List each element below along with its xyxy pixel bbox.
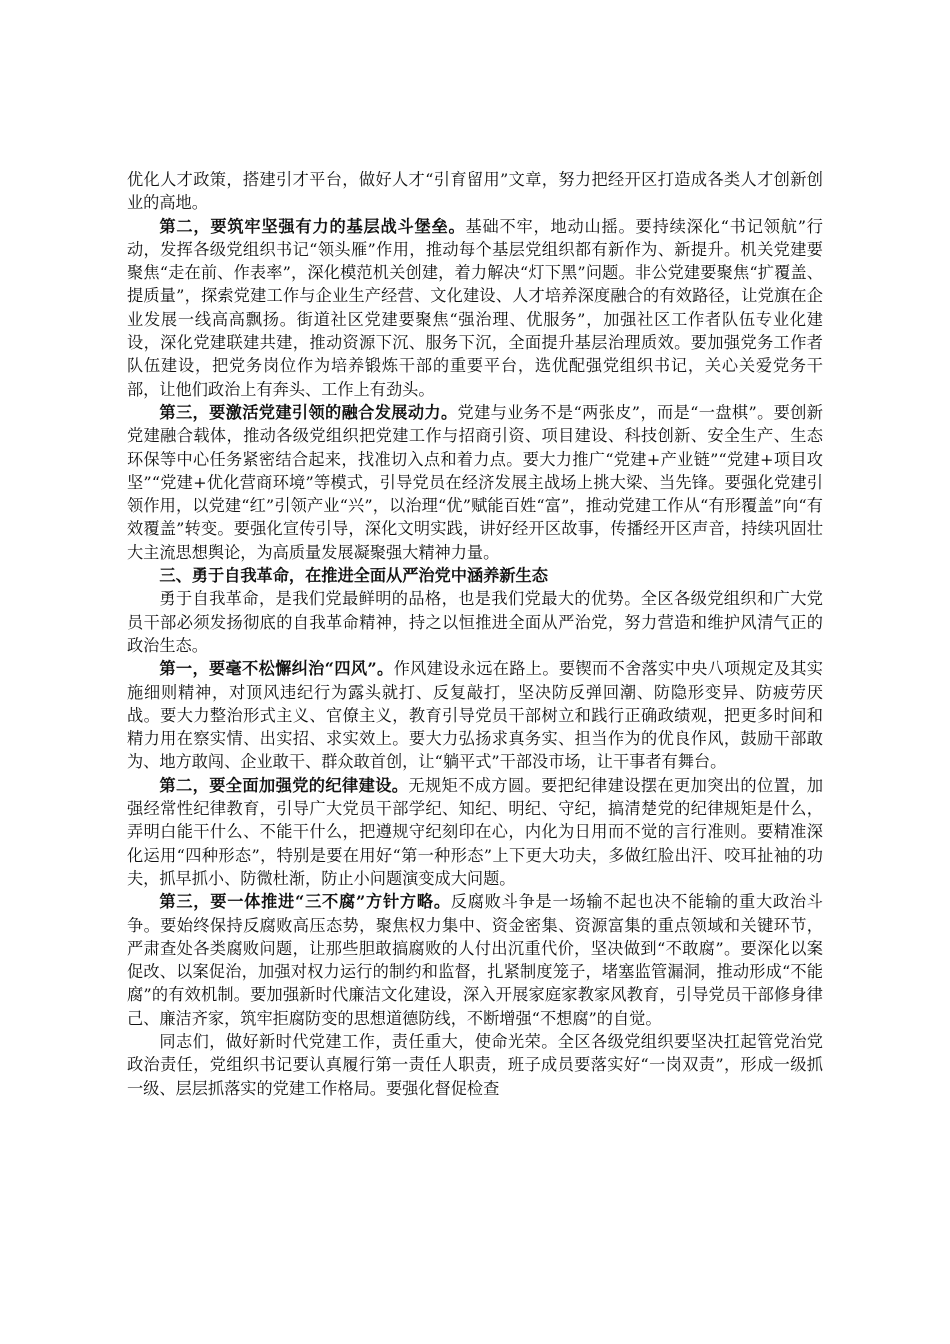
paragraph-second-discipline [127,774,823,890]
paragraph-text: 基础不牢，地动山摇。要持续深化“书记领航”行动，发挥各级党组织书记“领头雁”作用，推动每个基层党组织都有新作为、新提升。机关党建要聚焦“走在前、作表率”，深化模范机关创建，着力解决“灯下黑”问题。非公党建要聚焦“扩覆盖、提质量”，探索党建工作与企业生产经营、文化建设、人才培养深度融合的有效路径，让党旗在企业发展一线高高飘扬。街道社区党建要聚焦“强治理、优服务”，加强社区工作者队伍专业化建设，深化党建联建共建，推动资源下沉、服务下沉，全面提升基层治理质效。要加强党务工作者队伍建设，把党务岗位作为培养锻炼干部的重要平台，选优配强党组织书记，关心关爱党务干部，让他们政治上有奔头、工作上有劲头。 [127,216,823,399]
paragraph-third-three-nots [127,890,823,1030]
paragraph-third-integration [127,401,823,564]
paragraph-first-four-winds [127,657,823,773]
paragraph-lead: 第一，要毫不松懈纠治“四风”。 [159,659,394,679]
paragraph-text: 勇于自我革命，是我们党最鲜明的品格，也是我们党最大的优势。全区各级党组织和广大党员干部必须发扬彻底的自我革命精神，持之以恒推进全面从严治党，努力营造和维护风清气正的政治生态。 [127,589,823,655]
paragraph-text: 无规矩不成方圆。要把纪律建设摆在更加突出的位置，加强经常性纪律教育，引导广大党员干部学纪、知纪、明纪、守纪，搞清楚党的纪律规矩是什么，弄明白能干什么、不能干什么，把遵规守纪刻印在心，内化为日用而不觉的言行准则。要精准深化运用“四种形态”，特别是要在用好“第一种形态”上下更大功夫，多做红脸出汗、咬耳扯袖的功夫，抓早抓小、防微杜渐，防止小问题演变成大问题。 [127,775,824,888]
paragraph-second-fortress [127,215,823,401]
paragraph-text: 反腐败斗争是一场输不起也决不能输的重大政治斗争。要始终保持反腐败高压态势，聚焦权力集中、资金密集、资源富集的重点领域和关键环节，严肃查处各类腐败问题，让那些胆敢搞腐败的人付出沉重代价，坚决做到“不敢腐”。要深化以案促改、以案促治，加强对权力运行的制约和监督，扎紧制度笼子，堵塞监管漏洞，推动形成“不能腐”的有效机制。要加强新时代廉洁文化建设，深入开展家庭家教家风教育，引导党员干部修身律己、廉洁齐家，筑牢拒腐防变的思想道德防线，不断增强“不想腐”的自觉。 [127,892,823,1028]
paragraph-self-revolution [127,587,823,657]
paragraph-closing [127,1030,823,1100]
paragraph-intro-tail [127,168,823,215]
section-heading [127,564,823,587]
paragraph-text: 优化人才政策，搭建引才平台，做好人才“引育留用”文章，努力把经开区打造成各类人才创新创业的高地。 [127,170,823,213]
paragraph-text: 党建与业务不是“两张皮”，而是“一盘棋”。要创新党建融合载体，推动各级党组织把党建工作与招商引资、项目建设、科技创新、安全生产、生态环保等中心任务紧密结合起来，找准切入点和着力点。要大力推广“党建+产业链”“党建+项目攻坚”“党建+优化营商环境”等模式，引导党员在经济发展主战场上挑大梁、当先锋。要强化党建引领作用，以党建“红”引领产业“兴”，以治理“优”赋能百姓“富”，推动党建工作从“有形覆盖”向“有效覆盖”转变。要强化宣传引导，深化文明实践，讲好经开区故事，传播经开区声音，持续巩固壮大主流思想舆论，为高质量发展凝聚强大精神力量。 [127,402,823,562]
section-heading-text: 三、勇于自我革命，在推进全面从严治党中涵养新生态 [159,566,548,586]
paragraph-text: 作风建设永远在路上。要锲而不舍落实中央八项规定及其实施细则精神，对顶风违纪行为露头就打、反复敲打，坚决防反弹回潮、防隐形变异、防疲劳厌战。要大力整治形式主义、官僚主义，教育引导党员干部树立和践行正确政绩观，把更多时间和精力用在察实情、出实招、求实效上。要大力弘扬求真务实、担当作为的优良作风，鼓励干部敢为、地方敢闯、企业敢干、群众敢首创，让“躺平式”干部没市场，让干事者有舞台。 [127,659,823,772]
paragraph-lead: 第三，要激活党建引领的融合发展动力。 [159,402,458,422]
paragraph-lead: 第二，要全面加强党的纪律建设。 [159,775,409,795]
paragraph-text: 同志们，做好新时代党建工作，责任重大，使命光荣。全区各级党组织要坚决扛起管党治党政治责任，党组织书记要认真履行第一责任人职责，班子成员要落实好“一岗双责”，形成一级抓一级、层层抓落实的党建工作格局。要强化督促检查 [127,1031,823,1098]
paragraph-lead: 第二，要筑牢坚强有力的基层战斗堡垒。 [159,216,466,236]
paragraph-lead: 第三，要一体推进“三不腐”方针方略。 [159,892,451,912]
document-page [127,168,823,1100]
